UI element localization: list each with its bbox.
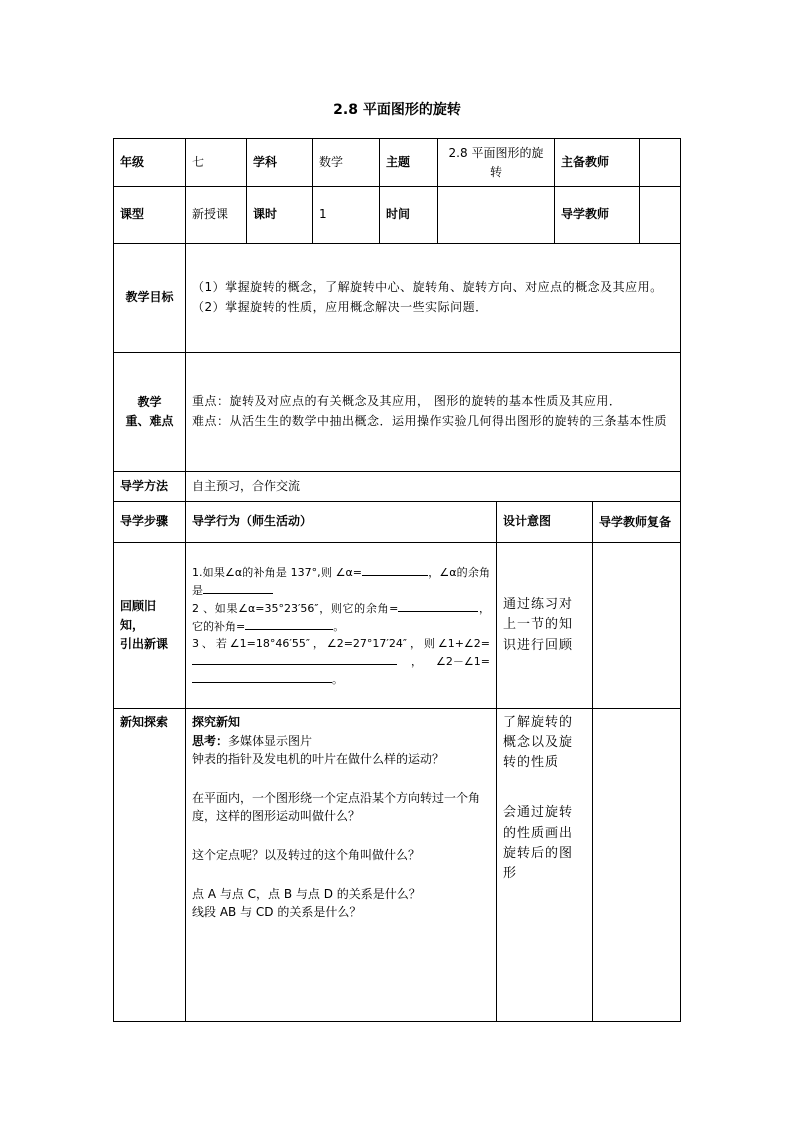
- explore-teacher-notes: [593, 709, 681, 1022]
- period-label: 课时: [247, 187, 313, 244]
- explore-question-clock: 钟表的指针及发电机的叶片在做什么样的运动？: [192, 752, 445, 767]
- review-question-3: 3、若∠1=18°46′55″，∠2=27°17′24″，则∠1+∠2=，∠2－∠1=。: [192, 637, 490, 687]
- key-points-label-line1: 教学: [137, 394, 162, 409]
- difficult-point: 难点：从活生生的数学中抽出概念．运用操作实验几何得出图形的旋转的三条基本性质: [192, 414, 668, 428]
- type-label: 课型: [114, 187, 186, 244]
- grade-value: 七: [186, 139, 247, 187]
- key-point: 重点：旋转及对应点的有关概念及其应用， 图形的旋转的基本性质及其应用．: [192, 394, 622, 409]
- topic-label: 主题: [380, 139, 438, 187]
- explore-heading: 探究新知: [192, 715, 241, 729]
- explore-intent: [497, 709, 593, 1022]
- review-question-2: 2 、如果∠α=35°23′56″，则它的余角= ，它的补角= 。: [192, 599, 490, 635]
- explore-question-rotate: 在平面内，一个图形绕一个定点沿某个方向转过一个角度，这样的图形运动叫做什么？: [192, 790, 481, 824]
- explore-content: [186, 709, 497, 1022]
- lead-teacher-value: [640, 139, 681, 187]
- explore-intent-1: 了解旋转的概念以及旋转的性质: [503, 715, 574, 771]
- explore-think: 思考：多媒体显示图片: [192, 733, 313, 748]
- explore-question-point: 这个定点呢？以及转过的这个角叫做什么？: [192, 847, 421, 862]
- key-points-label-line2: 重、难点: [125, 414, 174, 428]
- review-content: [186, 543, 497, 709]
- lead-teacher-label: 主备教师: [555, 139, 640, 187]
- time-label: 时间: [380, 187, 438, 244]
- explore-intent-2: 会通过旋转的性质画出旋转后的图形: [503, 805, 574, 881]
- method-value: 自主预习，合作交流: [186, 472, 681, 502]
- lesson-plan-sheet: [113, 138, 681, 1022]
- steps-header-activity: 导学行为（师生活动）: [186, 502, 497, 543]
- review-teacher-notes: [593, 543, 681, 709]
- review-intent: 通过练习对上一节的知识进行回顾: [497, 543, 593, 709]
- subject-label: 学科: [247, 139, 313, 187]
- header-table: [113, 138, 681, 244]
- steps-header-step: 导学步骤: [114, 502, 186, 543]
- subject-value: 数学: [313, 139, 380, 187]
- objective-1: （1）掌握旋转的概念，了解旋转中心、旋转角、旋转方向、对应点的概念及其应用。: [192, 280, 663, 295]
- explore-label: 新知探索: [114, 709, 186, 1022]
- explore-question-ab: 线段 AB 与 CD 的关系是什么？: [192, 905, 362, 920]
- steps-header-review: 导学教师复备: [593, 502, 681, 543]
- method-label: 导学方法: [114, 472, 186, 502]
- steps-table: [113, 501, 681, 1022]
- guide-teacher-label: 导学教师: [555, 187, 640, 244]
- goals-table: [113, 243, 681, 502]
- period-value: 1: [313, 187, 380, 244]
- explore-question-ac: 点 A 与点 C，点 B 与点 D 的关系是什么？: [192, 886, 421, 901]
- time-value: [438, 187, 555, 244]
- key-points-content: [186, 353, 681, 472]
- objectives-content: [186, 244, 681, 353]
- steps-header-intent: 设计意图: [497, 502, 593, 543]
- key-points-label: [114, 353, 186, 472]
- page-title: 2.8 平面图形的旋转: [333, 102, 461, 118]
- guide-teacher-value: [640, 187, 681, 244]
- grade-label: 年级: [114, 139, 186, 187]
- objectives-label: 教学目标: [114, 244, 186, 353]
- review-question-1: 1.如果∠α的补角是 137°,则 ∠α= ，∠α的余角是: [192, 563, 490, 599]
- review-label: [114, 543, 186, 709]
- topic-value: 2.8 平面图形的旋转: [438, 139, 555, 187]
- objective-2: （2）掌握旋转的性质，应用概念解决一些实际问题．: [192, 300, 488, 314]
- review-label-line1: 回顾旧知，: [120, 598, 157, 632]
- review-label-line2: 引出新课: [120, 637, 169, 652]
- type-value: 新授课: [186, 187, 247, 244]
